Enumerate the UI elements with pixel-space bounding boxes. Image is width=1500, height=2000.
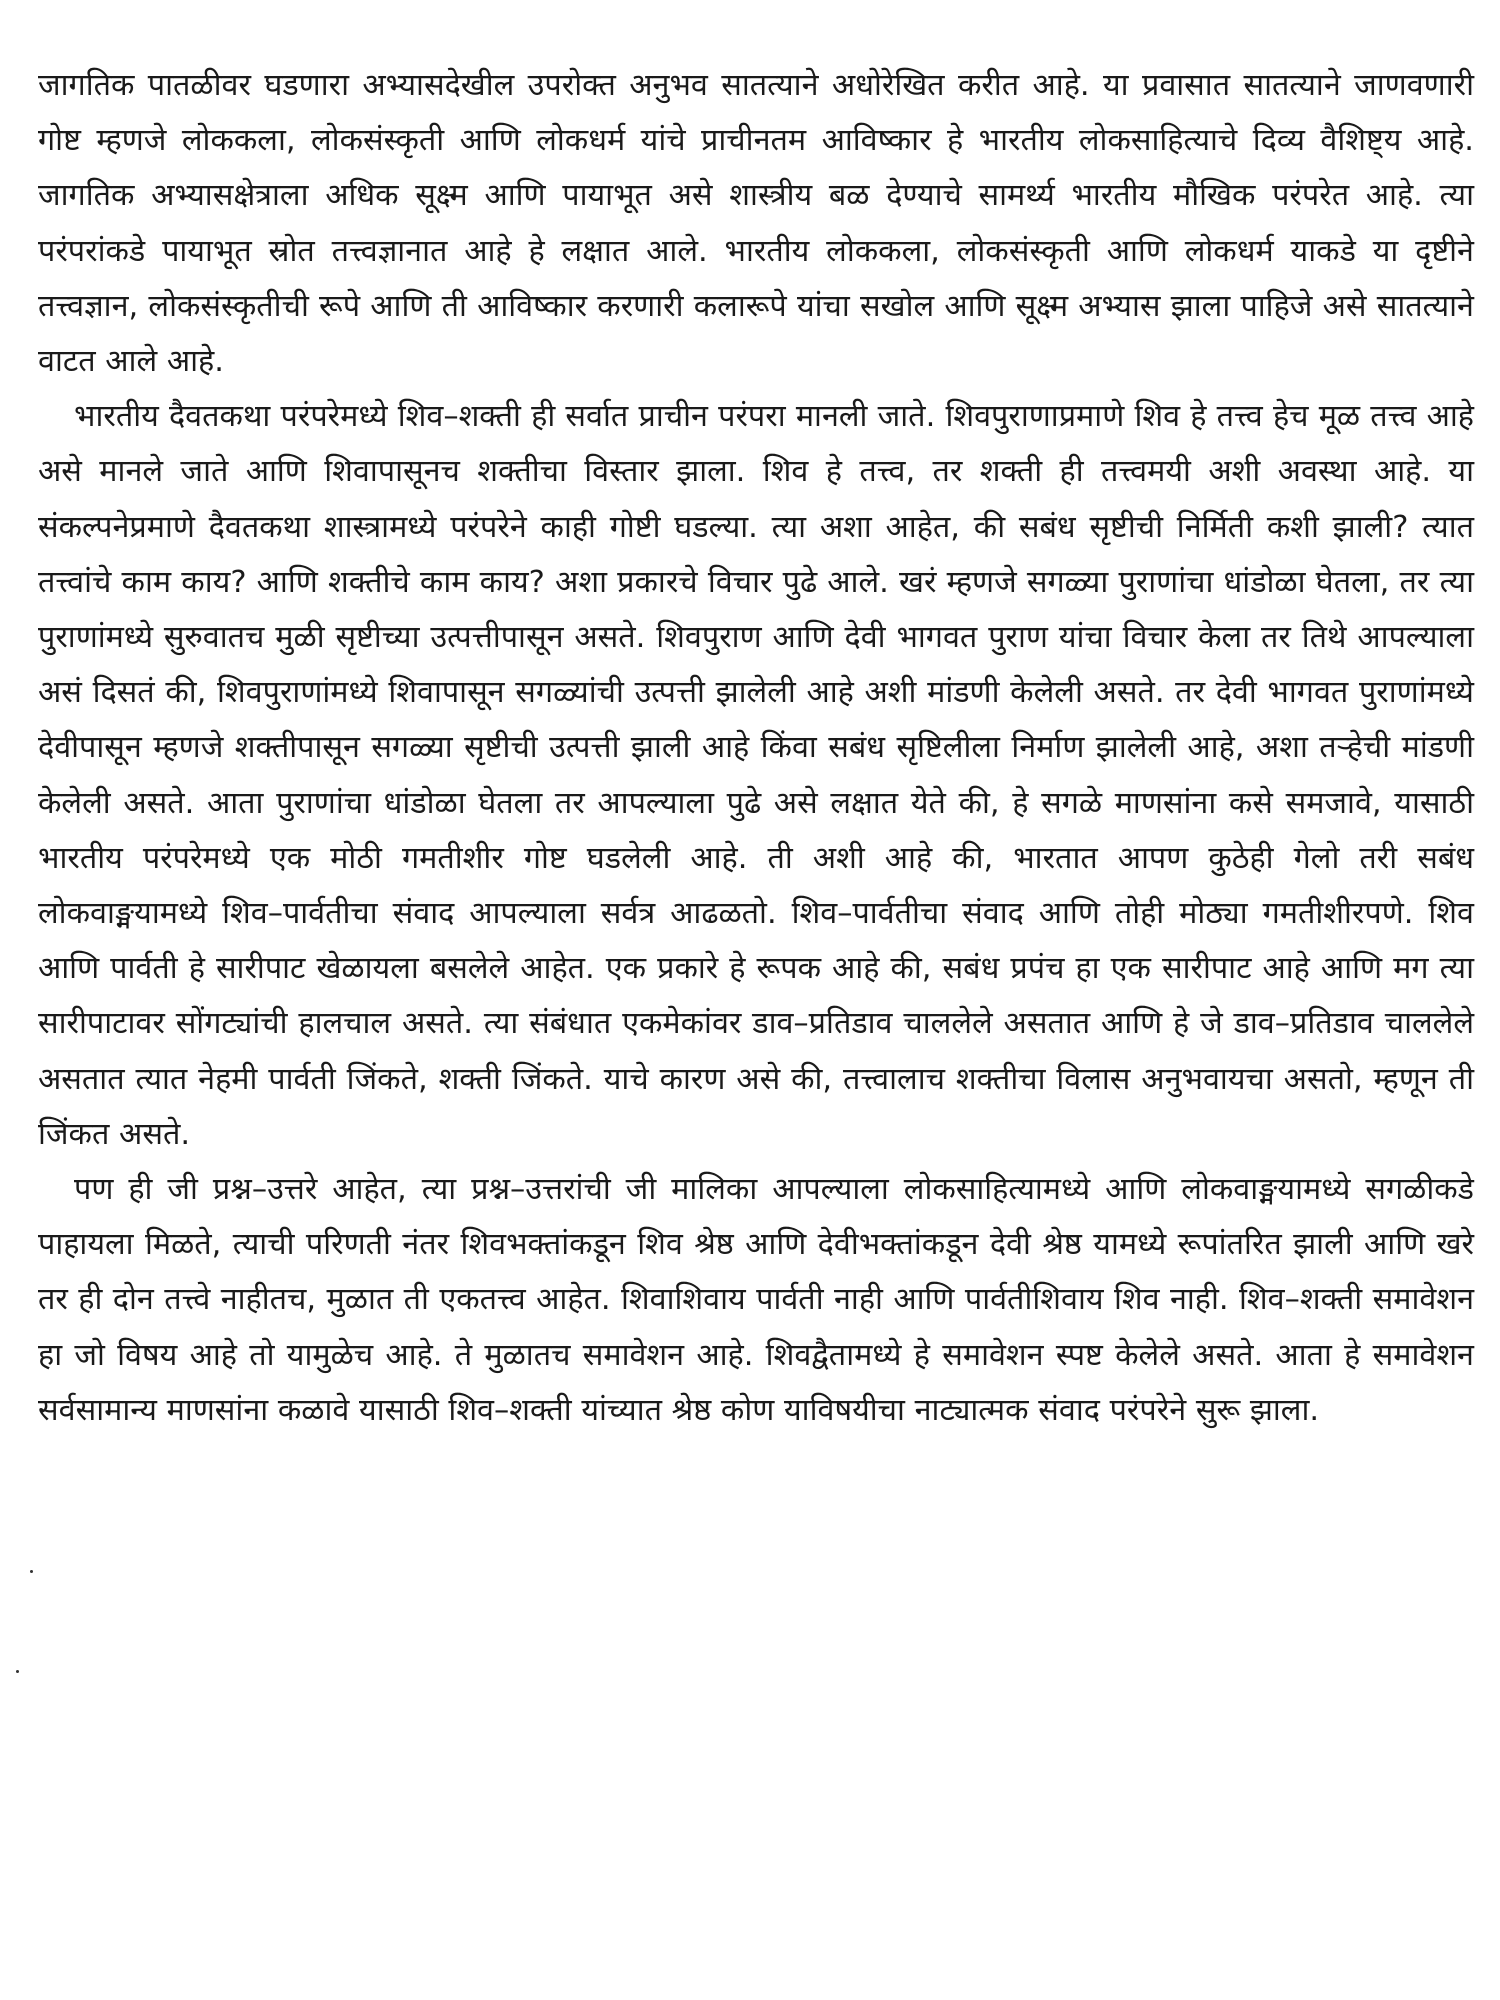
paragraph-1: जागतिक पातळीवर घडणारा अभ्यासदेखील उपरोक्त अनुभव सातत्याने अधोरेखित करीत आहे. या प्रवासात सातत्याने जाणवणारी गोष्ट म्हणजे लोककला, लोकसंस्कृती आणि लोकधर्म यांचे प्राचीनतम आविष्कार हे भारतीय लोकसाहित्याचे दिव्य वैशिष्ट्य आहे. जागतिक अभ्यासक्षेत्राला अधिक सूक्ष्म आणि पायाभूत असे शास्त्रीय बळ देण्याचे सामर्थ्य भारतीय मौखिक परंपरेत आहे. त्या परंपरांकडे पायाभूत स्रोत तत्त्वज्ञानात आहे हे लक्षात आले. भारतीय लोककला, लोकसंस्कृती आणि लोकधर्म याकडे या दृष्टीने तत्त्वज्ञान, लोकसंस्कृतीची रूपे आणि ती आविष्कार करणारी कलारूपे यांचा सखोल आणि सूक्ष्म अभ्यास झाला पाहिजे असे सातत्याने वाटत आले आहे. [38, 68, 1474, 380]
document-page [38, 58, 1474, 1438]
scan-speck [16, 1670, 19, 1673]
paragraph-2: भारतीय दैवतकथा परंपरेमध्ये शिव–शक्ती ही सर्वात प्राचीन परंपरा मानली जाते. शिवपुराणाप्रमाणे शिव हे तत्त्व हेच मूळ तत्त्व आहे असे मानले जाते आणि शिवापासूनच शक्तीचा विस्तार झाला. शिव हे तत्त्व, तर शक्ती ही तत्त्वमयी अशी अवस्था आहे. या संकल्पनेप्रमाणे दैवतकथा शास्त्रामध्ये परंपरेने काही गोष्टी घडल्या. त्या अशा आहेत, की सबंध सृष्टीची निर्मिती कशी झाली? त्यात तत्त्वांचे काम काय? आणि शक्तीचे काम काय? अशा प्रकारचे विचार पुढे आले. खरं म्हणजे सगळ्या पुराणांचा धांडोळा घेतला, तर त्या पुराणांमध्ये सुरुवातच मुळी सृष्टीच्या उत्पत्तीपासून असते. शिवपुराण आणि देवी भागवत पुराण यांचा विचार केला तर तिथे आपल्याला असं दिसतं की, शिवपुराणांमध्ये शिवापासून सगळ्यांची उत्पत्ती झालेली आहे अशी मांडणी केलेली असते. तर देवी भागवत पुराणांमध्ये देवीपासून म्हणजे शक्तीपासून सगळ्या सृष्टीची उत्पत्ती झाली आहे किंवा सबंध सृष्टिलीला निर्माण झालेली आहे, अशा तऱ्हेची मांडणी केलेली असते. आता पुराणांचा धांडोळा घेतला तर आपल्याला पुढे असे लक्षात येते की, हे सगळे माणसांना कसे समजावे, यासाठी भारतीय परंपरेमध्ये एक मोठी गमतीशीर गोष्ट घडलेली आहे. ती अशी आहे की, भारतात आपण कुठेही गेलो तरी सबंध लोकवाङ्मयामध्ये शिव–पार्वतीचा संवाद आपल्याला सर्वत्र आढळतो. शिव–पार्वतीचा संवाद आणि तोही मोठ्या गमतीशीरपणे. शिव आणि पार्वती हे सारीपाट खेळायला बसलेले आहेत. एक प्रकारे हे रूपक आहे की, सबंध प्रपंच हा एक सारीपाट आहे आणि मग त्या सारीपाटावर सोंगट्यांची हालचाल असते. त्या संबंधात एकमेकांवर डाव–प्रतिडाव चाललेले असतात आणि हे जे डाव–प्रतिडाव चाललेले असतात त्यात नेहमी पार्वती जिंकते, शक्ती जिंकते. याचे कारण असे की, तत्त्वालाच शक्तीचा विलास अनुभवायचा असतो, म्हणून ती जिंकत असते. [38, 399, 1475, 1152]
paragraph-3: पण ही जी प्रश्न–उत्तरे आहेत, त्या प्रश्न–उत्तरांची जी मालिका आपल्याला लोकसाहित्यामध्ये आणि लोकवाङ्मयामध्ये सगळीकडे पाहायला मिळते, त्याची परिणती नंतर शिवभक्तांकडून शिव श्रेष्ठ आणि देवीभक्तांकडून देवी श्रेष्ठ यामध्ये रूपांतरित झाली आणि खरे तर ही दोन तत्त्वे नाहीतच, मुळात ती एकतत्त्व आहेत. शिवाशिवाय पार्वती नाही आणि पार्वतीशिवाय शिव नाही. शिव–शक्ती समावेशन हा जो विषय आहे तो यामुळेच आहे. ते मुळातच समावेशन आहे. शिवद्वैतामध्ये हे समावेशन स्पष्ट केलेले असते. आता हे समावेशन सर्वसामान्य माणसांना कळावे यासाठी शिव–शक्ती यांच्यात श्रेष्ठ कोण याविषयीचा नाट्यात्मक संवाद परंपरेने सुरू झाला. [38, 1172, 1474, 1428]
scan-speck [30, 1570, 33, 1573]
